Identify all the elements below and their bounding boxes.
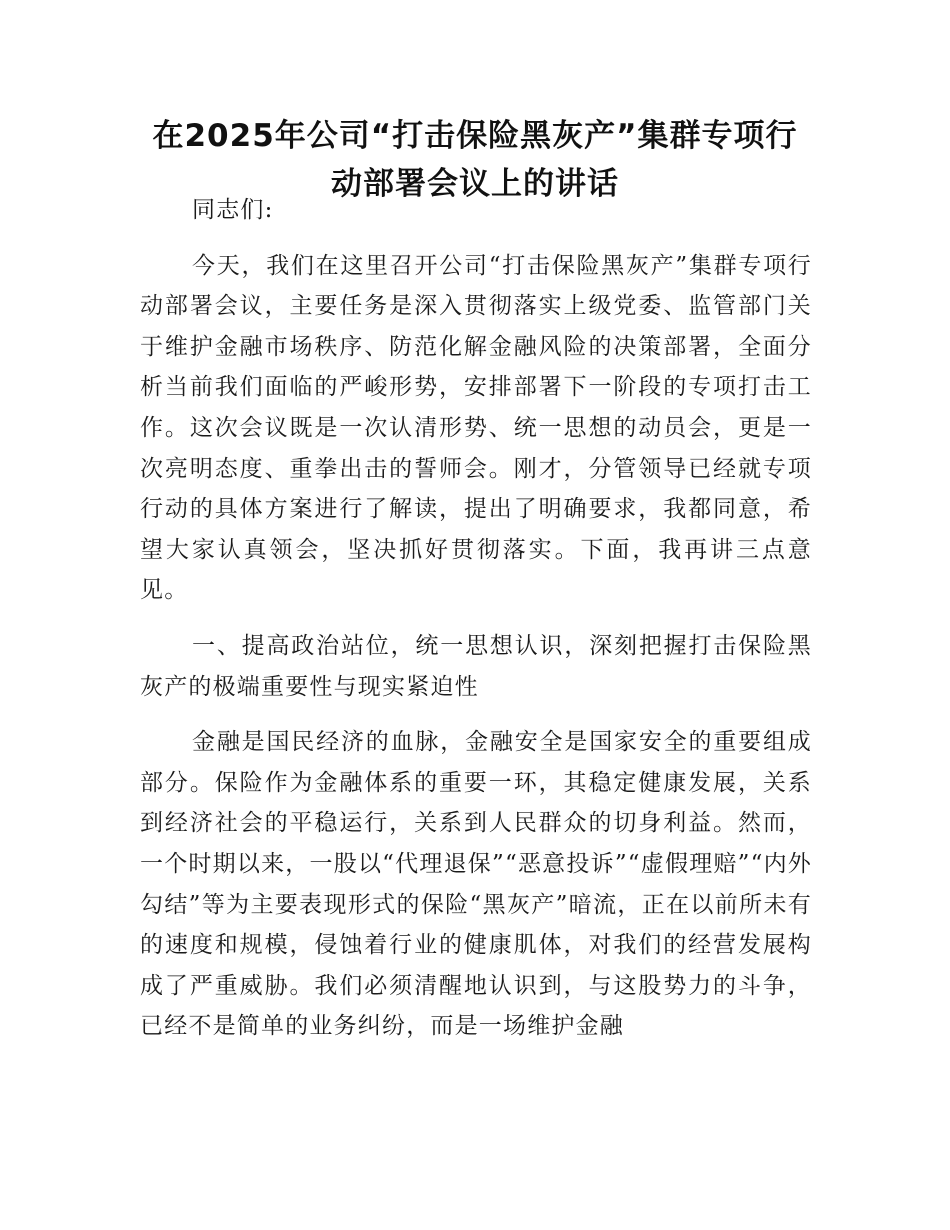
section-heading-1: 一、提高政治站位，统一思想认识，深刻把握打击保险黑灰产的极端重要性与现实紧迫性 xyxy=(140,632,812,700)
paragraph-section-1: 金融是国民经济的血脉，金融安全是国家安全的重要组成部分。保险作为金融体系的重要一环，其稳定健康发展，关系到经济社会的平稳运行，关系到人民群众的切身利益。然而，一个时期以来，一股以“代理退保”“恶意投诉”“虚假理赔”“内外勾结”等为主要表现形式的保险“黑灰产”暗流，正在以前所未有的速度和规模，侵蚀着行业的健康肌体，对我们的经营发展构成了严重威胁。我们必须清醒地认识到，与这股势力的斗争，已经不是简单的业务纠纷，而是一场维护金融 xyxy=(140,729,812,1040)
document-body xyxy=(140,190,812,1062)
salutation: 同志们: xyxy=(192,197,274,223)
paragraph-intro: 今天，我们在这里召开公司“打击保险黑灰产”集群专项行动部署会议，主要任务是深入贯彻落实上级党委、监管部门关于维护金融市场秩序、防范化解金融风险的决策部署，全面分析当前我们面临的严峻形势，安排部署下一阶段的专项打击工作。这次会议既是一次认清形势、统一思想的动员会，更是一次亮明态度、重拳出击的誓师会。刚才，分管领导已经就专项行动的具体方案进行了解读，提出了明确要求，我都同意，希望大家认真领会，坚决抓好贯彻落实。下面，我再讲三点意见。 xyxy=(140,252,812,604)
document-title: 在2025年公司“打击保险黑灰产”集群专项行动部署会议上的讲话 xyxy=(152,118,798,202)
